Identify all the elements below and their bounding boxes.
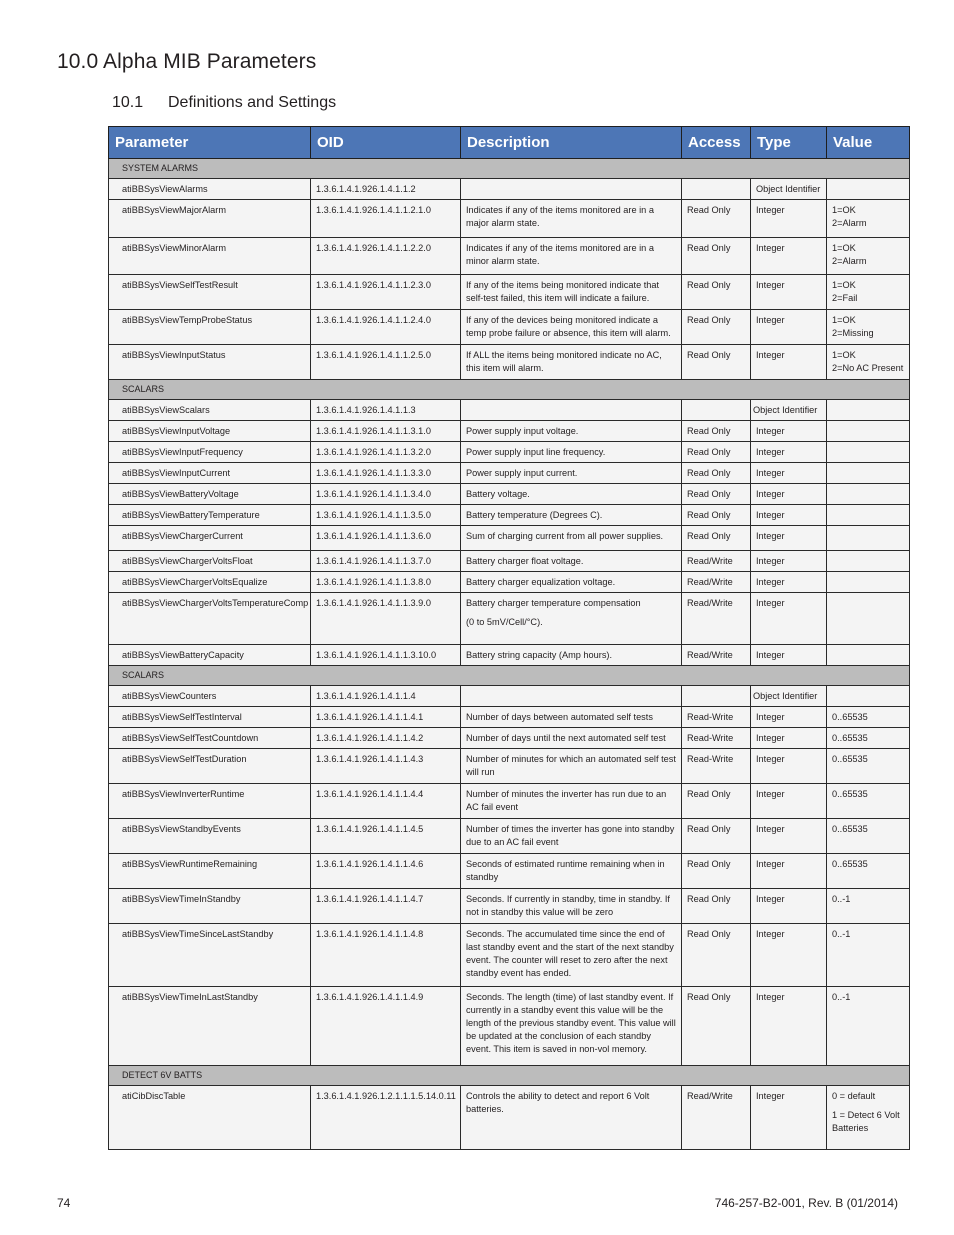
cell-value: 1=OK 2=Alarm — [827, 200, 910, 238]
table-row — [109, 889, 910, 924]
table-body — [109, 159, 910, 1150]
cell-oid: 1.3.6.1.4.1.926.1.4.1.1.4 — [311, 686, 461, 707]
cell-value: 1=OK 2=Alarm — [827, 238, 910, 275]
cell-access: Read-Write — [682, 728, 751, 749]
cell-type: Object Identifier — [751, 686, 827, 707]
cell-oid: 1.3.6.1.4.1.926.1.4.1.1.2.3.0 — [311, 275, 461, 310]
cell-type: Integer — [751, 854, 827, 889]
cell-desc: Battery temperature (Degrees C). — [461, 505, 682, 526]
cell-access: Read/Write — [682, 593, 751, 645]
cell-oid: 1.3.6.1.4.1.926.1.4.1.1.3.2.0 — [311, 442, 461, 463]
cell-desc: Indicates if any of the items monitored are in a minor alarm state. — [461, 238, 682, 275]
cell-param: atiBBSysViewAlarms — [109, 179, 311, 200]
cell-access: Read Only — [682, 784, 751, 819]
header-parameter: Parameter — [109, 127, 311, 159]
cell-param: atiBBSysViewTimeInLastStandby — [109, 987, 311, 1066]
cell-desc: Battery charger equalization voltage. — [461, 572, 682, 593]
section-row — [109, 159, 910, 179]
cell-access: Read Only — [682, 924, 751, 987]
cell-access: Read Only — [682, 987, 751, 1066]
cell-access — [682, 400, 751, 421]
cell-oid: 1.3.6.1.4.1.926.1.4.1.1.4.3 — [311, 749, 461, 784]
cell-param: atiBBSysViewMajorAlarm — [109, 200, 311, 238]
cell-access: Read Only — [682, 310, 751, 345]
cell-desc: Indicates if any of the items monitored are in a major alarm state. — [461, 200, 682, 238]
cell-type: Integer — [751, 889, 827, 924]
cell-access: Read-Write — [682, 749, 751, 784]
table-row — [109, 593, 910, 645]
section-title: Definitions and Settings — [168, 94, 337, 111]
table-row — [109, 645, 910, 666]
cell-type: Integer — [751, 749, 827, 784]
cell-param: atiBBSysViewInputFrequency — [109, 442, 311, 463]
cell-oid: 1.3.6.1.4.1.926.1.4.1.1.3.4.0 — [311, 484, 461, 505]
cell-desc: Battery voltage. — [461, 484, 682, 505]
cell-param: atiBBSysViewCounters — [109, 686, 311, 707]
cell-value: 0..-1 — [827, 924, 910, 987]
cell-desc — [461, 179, 682, 200]
cell-param: atiBBSysViewScalars — [109, 400, 311, 421]
cell-access: Read Only — [682, 484, 751, 505]
cell-param: atiBBSysViewBatteryVoltage — [109, 484, 311, 505]
cell-type: Integer — [751, 310, 827, 345]
cell-param: atiBBSysViewSelfTestCountdown — [109, 728, 311, 749]
cell-access: Read Only — [682, 275, 751, 310]
cell-value: 1=OK 2=No AC Present — [827, 345, 910, 380]
table-row — [109, 200, 910, 238]
cell-access: Read Only — [682, 526, 751, 551]
cell-oid: 1.3.6.1.4.1.926.1.4.1.1.4.9 — [311, 987, 461, 1066]
cell-oid: 1.3.6.1.4.1.926.1.4.1.1.4.4 — [311, 784, 461, 819]
table-row — [109, 463, 910, 484]
cell-desc: Battery charger float voltage. — [461, 551, 682, 572]
cell-access: Read Only — [682, 442, 751, 463]
cell-type: Integer — [751, 526, 827, 551]
table-row — [109, 987, 910, 1066]
section-row — [109, 380, 910, 400]
cell-value — [827, 686, 910, 707]
cell-type: Integer — [751, 987, 827, 1066]
table-row — [109, 707, 910, 728]
cell-value — [827, 645, 910, 666]
cell-param: atiBBSysViewChargerVoltsTemperatureComp — [109, 593, 311, 645]
section-label: SCALARS — [109, 666, 910, 686]
cell-param: atiBBSysViewTimeSinceLastStandby — [109, 924, 311, 987]
cell-value — [827, 526, 910, 551]
cell-type: Integer — [751, 463, 827, 484]
table-row — [109, 854, 910, 889]
cell-oid: 1.3.6.1.4.1.926.1.4.1.1.2.4.0 — [311, 310, 461, 345]
cell-desc: Seconds. The accumulated time since the end of last standby event and the start of the next standby event. The counter will reset to zero after the next standby event has ended. — [461, 924, 682, 987]
section-row — [109, 666, 910, 686]
cell-oid: 1.3.6.1.4.1.926.1.4.1.1.4.5 — [311, 819, 461, 854]
section-label: SYSTEM ALARMS — [109, 159, 910, 179]
cell-type: Integer — [751, 1086, 827, 1150]
table-row — [109, 484, 910, 505]
cell-type: Integer — [751, 784, 827, 819]
cell-oid: 1.3.6.1.4.1.926.1.4.1.1.2.2.0 — [311, 238, 461, 275]
section-label: DETECT 6V BATTS — [109, 1066, 910, 1086]
cell-desc — [461, 686, 682, 707]
page-number: 74 — [57, 1196, 71, 1210]
mib-parameter-table — [108, 126, 910, 1150]
cell-param: atiBBSysViewInputVoltage — [109, 421, 311, 442]
cell-desc: Number of days between automated self tests — [461, 707, 682, 728]
cell-desc: Seconds. The length (time) of last standby event. If currently in a standby event this value will be the length of the previous standby event. This value will be updated at the conclusion of each standby event. This item is saved in non-vol memory. — [461, 987, 682, 1066]
table-row — [109, 819, 910, 854]
cell-access: Read Only — [682, 345, 751, 380]
cell-value: 0..-1 — [827, 987, 910, 1066]
cell-type: Integer — [751, 505, 827, 526]
cell-oid: 1.3.6.1.4.1.926.1.4.1.1.3.5.0 — [311, 505, 461, 526]
cell-access: Read Only — [682, 854, 751, 889]
cell-value — [827, 593, 910, 645]
cell-access: Read Only — [682, 463, 751, 484]
cell-param: atiBBSysViewInputCurrent — [109, 463, 311, 484]
cell-desc: Seconds of estimated runtime remaining when in standby — [461, 854, 682, 889]
table-row — [109, 179, 910, 200]
cell-type: Integer — [751, 421, 827, 442]
cell-access: Read Only — [682, 238, 751, 275]
cell-desc: Sum of charging current from all power supplies. — [461, 526, 682, 551]
header-value: Value — [827, 127, 910, 159]
cell-oid: 1.3.6.1.4.1.926.1.4.1.1.2.5.0 — [311, 345, 461, 380]
table-row — [109, 686, 910, 707]
table-row — [109, 505, 910, 526]
cell-oid: 1.3.6.1.4.1.926.1.4.1.1.4.8 — [311, 924, 461, 987]
cell-desc: Seconds. If currently in standby, time in standby. If not in standby this value will be zero — [461, 889, 682, 924]
cell-param: atiBBSysViewSelfTestInterval — [109, 707, 311, 728]
cell-oid: 1.3.6.1.4.1.926.1.4.1.1.3.1.0 — [311, 421, 461, 442]
cell-value: 1=OK 2=Missing — [827, 310, 910, 345]
cell-oid: 1.3.6.1.4.1.926.1.4.1.1.3 — [311, 400, 461, 421]
cell-desc: If any of the items being monitored indicate that self-test failed, this item will indicate a failure. — [461, 275, 682, 310]
cell-type: Integer — [751, 707, 827, 728]
table-row — [109, 1086, 910, 1150]
cell-desc: Controls the ability to detect and report 6 Volt batteries. — [461, 1086, 682, 1150]
cell-oid: 1.3.6.1.4.1.926.1.4.1.1.2.1.0 — [311, 200, 461, 238]
table-row — [109, 526, 910, 551]
table-row — [109, 924, 910, 987]
cell-type: Integer — [751, 572, 827, 593]
cell-value: 0..65535 — [827, 749, 910, 784]
header-description: Description — [461, 127, 682, 159]
cell-param: atiBBSysViewRuntimeRemaining — [109, 854, 311, 889]
cell-oid: 1.3.6.1.4.1.926.1.4.1.1.4.7 — [311, 889, 461, 924]
table-row — [109, 551, 910, 572]
cell-desc: Battery charger temperature compensation (0 to 5mV/Cell/°C). — [461, 593, 682, 645]
cell-value: 0 = default 1 = Detect 6 Volt Batteries — [827, 1086, 910, 1150]
cell-param: atiBBSysViewTimeInStandby — [109, 889, 311, 924]
section-number: 10.1 — [112, 94, 144, 111]
cell-type: Integer — [751, 924, 827, 987]
cell-oid: 1.3.6.1.4.1.926.1.4.1.1.3.10.0 — [311, 645, 461, 666]
table-row — [109, 421, 910, 442]
cell-param: atiBBSysViewInverterRuntime — [109, 784, 311, 819]
table-row — [109, 749, 910, 784]
cell-oid: 1.3.6.1.4.1.926.1.4.1.1.3.7.0 — [311, 551, 461, 572]
cell-param: atiBBSysViewTempProbeStatus — [109, 310, 311, 345]
table-row — [109, 728, 910, 749]
cell-type: Integer — [751, 238, 827, 275]
cell-value: 0..65535 — [827, 854, 910, 889]
table-row — [109, 442, 910, 463]
cell-oid: 1.3.6.1.4.1.926.1.4.1.1.4.2 — [311, 728, 461, 749]
cell-type: Integer — [751, 484, 827, 505]
cell-value: 0..65535 — [827, 728, 910, 749]
cell-access: Read-Write — [682, 707, 751, 728]
cell-value: 0..65535 — [827, 819, 910, 854]
cell-value — [827, 484, 910, 505]
cell-param: atiBBSysViewSelfTestResult — [109, 275, 311, 310]
cell-value — [827, 463, 910, 484]
cell-type: Integer — [751, 551, 827, 572]
cell-param: atiBBSysViewBatteryCapacity — [109, 645, 311, 666]
header-access: Access — [682, 127, 751, 159]
cell-value — [827, 505, 910, 526]
document-id: 746-257-B2-001, Rev. B (01/2014) — [714, 1196, 898, 1210]
cell-value — [827, 572, 910, 593]
cell-value: 0..-1 — [827, 889, 910, 924]
cell-value — [827, 442, 910, 463]
section-label: SCALARS — [109, 380, 910, 400]
table-header-row — [109, 127, 910, 159]
cell-access: Read Only — [682, 819, 751, 854]
cell-access — [682, 686, 751, 707]
section-heading — [112, 94, 336, 112]
cell-param: atiBBSysViewStandbyEvents — [109, 819, 311, 854]
cell-access: Read/Write — [682, 645, 751, 666]
table-row — [109, 400, 910, 421]
cell-type: Object Identifier — [751, 179, 827, 200]
cell-desc: Battery string capacity (Amp hours). — [461, 645, 682, 666]
cell-param: atiBBSysViewInputStatus — [109, 345, 311, 380]
cell-oid: 1.3.6.1.4.1.926.1.4.1.1.3.6.0 — [311, 526, 461, 551]
cell-access: Read Only — [682, 200, 751, 238]
cell-oid: 1.3.6.1.4.1.926.1.4.1.1.4.6 — [311, 854, 461, 889]
cell-type: Integer — [751, 728, 827, 749]
cell-desc: Number of minutes for which an automated self test will run — [461, 749, 682, 784]
cell-value: 1=OK 2=Fail — [827, 275, 910, 310]
cell-access: Read/Write — [682, 551, 751, 572]
cell-value — [827, 400, 910, 421]
table-row — [109, 784, 910, 819]
cell-desc: Number of times the inverter has gone into standby due to an AC fail event — [461, 819, 682, 854]
cell-type: Integer — [751, 345, 827, 380]
section-row — [109, 1066, 910, 1086]
table-row — [109, 310, 910, 345]
cell-access — [682, 179, 751, 200]
cell-param: atiBBSysViewChargerVoltsFloat — [109, 551, 311, 572]
cell-param: atiBBSysViewSelfTestDuration — [109, 749, 311, 784]
cell-access: Read Only — [682, 505, 751, 526]
cell-oid: 1.3.6.1.4.1.926.1.2.1.1.1.5.14.0.11 — [311, 1086, 461, 1150]
cell-access: Read/Write — [682, 1086, 751, 1150]
cell-type: Integer — [751, 275, 827, 310]
cell-oid: 1.3.6.1.4.1.926.1.4.1.1.4.1 — [311, 707, 461, 728]
cell-type: Integer — [751, 645, 827, 666]
cell-value — [827, 179, 910, 200]
cell-access: Read Only — [682, 421, 751, 442]
page-title: 10.0 Alpha MIB Parameters — [57, 50, 317, 73]
cell-param: atiBBSysViewMinorAlarm — [109, 238, 311, 275]
table-row — [109, 572, 910, 593]
cell-value — [827, 421, 910, 442]
cell-param: atiBBSysViewChargerCurrent — [109, 526, 311, 551]
cell-value: 0..65535 — [827, 707, 910, 728]
cell-type: Object Identifier — [751, 400, 827, 421]
header-oid: OID — [311, 127, 461, 159]
cell-desc: Power supply input line frequency. — [461, 442, 682, 463]
cell-type: Integer — [751, 200, 827, 238]
table-row — [109, 238, 910, 275]
cell-oid: 1.3.6.1.4.1.926.1.4.1.1.3.3.0 — [311, 463, 461, 484]
cell-oid: 1.3.6.1.4.1.926.1.4.1.1.3.9.0 — [311, 593, 461, 645]
table-row — [109, 345, 910, 380]
cell-value — [827, 551, 910, 572]
cell-desc: Number of days until the next automated self test — [461, 728, 682, 749]
cell-oid: 1.3.6.1.4.1.926.1.4.1.1.2 — [311, 179, 461, 200]
cell-desc: Power supply input current. — [461, 463, 682, 484]
cell-desc: If ALL the items being monitored indicate no AC, this item will alarm. — [461, 345, 682, 380]
cell-oid: 1.3.6.1.4.1.926.1.4.1.1.3.8.0 — [311, 572, 461, 593]
cell-param: atiBBSysViewChargerVoltsEqualize — [109, 572, 311, 593]
cell-desc: If any of the devices being monitored indicate a temp probe failure or absence, this item will alarm. — [461, 310, 682, 345]
cell-value: 0..65535 — [827, 784, 910, 819]
cell-access: Read Only — [682, 889, 751, 924]
cell-param: atiBBSysViewBatteryTemperature — [109, 505, 311, 526]
table-row — [109, 275, 910, 310]
cell-desc: Number of minutes the inverter has run due to an AC fail event — [461, 784, 682, 819]
cell-type: Integer — [751, 442, 827, 463]
cell-desc — [461, 400, 682, 421]
cell-param: atiCibDiscTable — [109, 1086, 311, 1150]
header-type: Type — [751, 127, 827, 159]
cell-desc: Power supply input voltage. — [461, 421, 682, 442]
cell-type: Integer — [751, 819, 827, 854]
cell-type: Integer — [751, 593, 827, 645]
cell-access: Read/Write — [682, 572, 751, 593]
